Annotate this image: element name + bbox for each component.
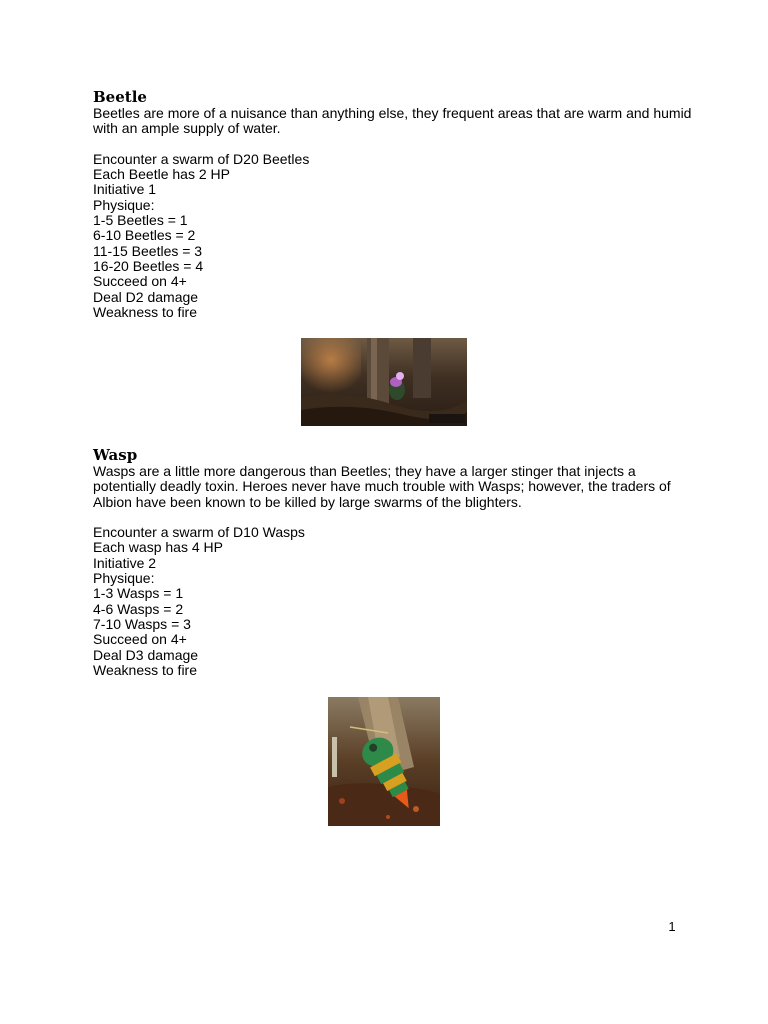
- spacer: [93, 137, 693, 152]
- stat-line: Succeed on 4+: [93, 273, 187, 290]
- stat-line: Initiative 1: [93, 181, 157, 198]
- stat-line: Encounter a swarm of D10 Wasps: [93, 524, 305, 541]
- beetle-section: [93, 88, 693, 320]
- stat-line: 6-10 Beetles = 2: [93, 227, 196, 244]
- stat-line: 16-20 Beetles = 4: [93, 257, 204, 274]
- stat-line: Physique:: [93, 570, 155, 587]
- stat-line: Succeed on 4+: [93, 631, 187, 648]
- stat-line: 1-3 Wasps = 1: [93, 585, 184, 602]
- stat-line: 4-6 Wasps = 2: [93, 600, 184, 617]
- stat-line: Weakness to fire: [93, 661, 198, 678]
- stat-line: Initiative 2: [93, 554, 157, 571]
- beetle-stats: [93, 152, 693, 320]
- wasp-image: [328, 697, 440, 826]
- beetle-heading: Beetle: [93, 88, 147, 106]
- beetle-image: [301, 338, 467, 426]
- stat-line: Weakness to fire: [93, 303, 198, 320]
- wasp-heading: Wasp: [93, 446, 138, 464]
- stat-line: Physique:: [93, 196, 155, 213]
- stat-line: Each Beetle has 2 HP: [93, 166, 230, 183]
- wasp-stats: [93, 525, 693, 678]
- stat-line: Deal D2 damage: [93, 288, 199, 305]
- stat-line: 7-10 Wasps = 3: [93, 615, 191, 632]
- stat-line: 1-5 Beetles = 1: [93, 212, 188, 229]
- spacer: [93, 510, 693, 525]
- page-number: 1: [668, 919, 676, 934]
- wasp-section: [93, 446, 693, 678]
- stat-line: Deal D3 damage: [93, 646, 199, 663]
- stat-line: 11-15 Beetles = 3: [93, 242, 203, 259]
- wasp-description: Wasps are a little more dangerous than Beetles; they have a larger stinger that injects a potentially deadly toxin. Heroes never have much trouble with Wasps; however, the traders of Albion have been known to be killed by large swarms of the blighters.: [93, 463, 671, 510]
- beetle-description: Beetles are more of a nuisance than anything else, they frequent areas that are warm and humid with an ample supply of water.: [93, 105, 692, 137]
- stat-line: Encounter a swarm of D20 Beetles: [93, 150, 310, 167]
- stat-line: Each wasp has 4 HP: [93, 539, 223, 556]
